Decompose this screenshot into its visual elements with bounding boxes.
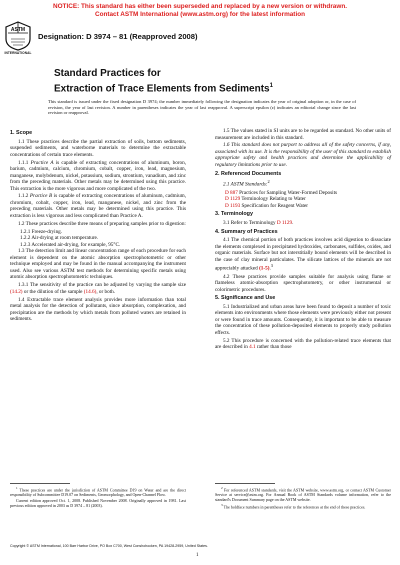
document-title — [54, 68, 384, 95]
notice-line-1: NOTICE: This standard has either been superseded and replaced by a new version or withdrawn. — [52, 3, 348, 10]
ref-link-14-6[interactable]: (14.6) — [83, 288, 97, 295]
section-5-heading: 5. Significance and Use — [215, 295, 276, 302]
paragraph-1-1: 1.1 These practices describe the partial extraction of soils, bottom sediments, suspended sediments, and waterborne materials to determine the extractable concentrations of certain trace elements. — [10, 138, 186, 158]
ref-link-1-5[interactable]: (1-5) — [259, 265, 270, 272]
title-footnote-mark: 1 — [269, 83, 273, 89]
list-item-1-2-1: 1.2.1 Freeze-drying. — [20, 228, 63, 235]
paragraph-1-1-1: 1.1.1 Practice A is capable of extracting concentrations of aluminum, boron, barium, cadmium, calcium, chromium, cobalt, copper, iron, lead, magnesium, manganese, molybdenum, nickel, potassium, sodium, strontium, vanadium, and zinc from the preceding materials. Other metals may be determined using this practice. This extraction is the more vigorous and more complicated of the two. — [10, 159, 186, 192]
ref-link-d887[interactable]: D 887 — [225, 189, 238, 196]
footnote-3: $^3$ The boldface numbers in parentheses refer to the references at the end of these practices. — [221, 503, 366, 510]
section-3-heading: 3. Terminology — [215, 211, 253, 218]
withdrawal-notice — [0, 3, 400, 18]
paragraph-4-2: 4.2 These practices provide samples suitable for analysis using flame or flameless atomic-absorption spectrophotometry, or other instrumental or colorimetric procedures. — [215, 273, 391, 293]
paragraph-1-2: 1.2 These practices describe three means of preparing samples prior to digestion: — [18, 220, 186, 227]
ref-link-14-2[interactable]: (14.2) — [10, 288, 23, 295]
left-column — [10, 128, 186, 324]
issuance-note: This standard is issued under the fixed designation D 3974; the number immediately following the designation indicates the year of original adoption or, in the case of revision, the year of last revision. A number in parentheses indicates the year of last reapproval. A superscript epsilon (ε) indicates an editorial change since the last revision or reapproval. — [48, 99, 356, 116]
ref-link-terminology-d1129[interactable]: D 1129 — [276, 219, 293, 226]
right-column — [215, 128, 391, 352]
section-4-heading: 4. Summary of Practices — [215, 228, 278, 235]
footnotes-left — [10, 486, 186, 509]
paragraph-1-1-2: 1.1.2 Practice B is capable of extracting concentrations of aluminum, cadmium, chromium, cobalt, copper, iron, lead, manganese, nickel, and zinc from the preceding materials. Other metals may be determined using this practice. This extraction is less vigorous and less complicated than Practice A. — [10, 193, 186, 219]
ref-link-d1193[interactable]: D 1193 — [225, 202, 241, 209]
notice-line-2: Contact ASTM International (www.astm.org) for the latest information — [94, 10, 306, 18]
paragraph-4-1: 4.1 The chemical portion of both practices involves acid digestion to dissociate the elements complexed in precipitated hydroxides, carbonates, sulfides, oxides, and organic materials. Surface but not interstitially bound elements will be described in the case of clay mineral particulates. The silicate lattices of the minerals are not appreciably attacked (1-5).$^3$ — [215, 237, 391, 272]
referenced-standard-d1193: D 1193 Specification for Reagent Water — [225, 202, 308, 209]
paragraph-1-4: 1.4 Extractable trace element analysis provides more information than total metal analysis for the detection of pollutants, since absorption, complexation, and precipitation are the methods by which metals from polluted waters are retained in sediments. — [10, 296, 186, 323]
paragraph-5-1: 5.1 Industrialized and urban areas have been found to deposit a number of toxic elements into environments where those elements were previously either not present or were found in trace amounts. Consequently, it is important to be able to measure the concentration of these pollution-deposited elements to properly study pollution effects. — [215, 303, 391, 336]
ref-link-4-1[interactable]: 4.1 — [249, 344, 256, 351]
paragraph-2-1: 2.1 ASTM Standards:$^2$ — [223, 179, 270, 188]
paragraph-1-5: 1.5 The values stated in SI units are to be regarded as standard. No other units of measurement are included in this standard. — [215, 128, 391, 141]
title-line-2: Extraction of Trace Elements from Sediments$^1$ — [54, 83, 273, 95]
logo-label: INTERNATIONAL — [4, 51, 32, 55]
paragraph-1-3-1: 1.3.1 The sensitivity of the practice can be adjusted by varying the sample size (14.2) or the dilution of the sample (14.6), or both. — [10, 282, 186, 295]
footnote-2: $^2$ For referenced ASTM standards, visit the ASTM website, www.astm.org, or contact ASTM Customer Service at service@astm.org. For Annual Book of ASTM Standards volume information, refer to the standard's Document Summary page on the ASTM website. — [215, 486, 391, 503]
ref-link-d1129[interactable]: D 1129 — [225, 196, 241, 203]
footnote-divider-right — [215, 483, 275, 484]
section-2-heading: 2. Referenced Documents — [215, 170, 282, 177]
title-line-1: Standard Practices for — [54, 68, 161, 79]
svg-text:ASTM: ASTM — [10, 27, 26, 33]
paragraph-1-6: 1.6 This standard does not purport to address all of the safety concerns, if any, associated with its use. It is the responsibility of the user of this standard to establish appropriate safety and health practices and determine the applicability of regulatory limitations prior to use. — [215, 142, 391, 168]
paragraph-5-2: 5.2 This procedure is concerned with the pollution-related trace elements that are described in 4.1 rather than those — [215, 337, 391, 351]
astm-logo-icon — [5, 21, 31, 51]
footnotes-right — [215, 486, 391, 511]
footnote-1: $^1$ These practices are under the jurisdiction of ASTM Committee D19 on Water and are the direct responsibility of Subcommittee D19.07 on Sediments, Geomorphology, and Open-Channel Flow. — [10, 486, 186, 498]
section-1-heading: 1. Scope — [10, 130, 33, 137]
footnote-1-edition: Current edition approved Oct. 1, 2008. Published November 2008. Originally approved in 1981. Last previous edition approved in 2003 as D 3974 – 81 (2003). — [10, 498, 186, 509]
footnote-divider-left — [10, 483, 70, 484]
paragraph-1-3: 1.3 The detection limit and linear concentration range of each procedure for each element is dependent on the atomic absorption spectrophotometric or other technique employed and may be found in the manual accompanying the instrument used. Also see various ASTM test methods for determining specific metals using atomic absorption spectrophotometric techniques. — [10, 248, 186, 281]
referenced-standard-d1129: D 1129 Terminology Relating to Water — [225, 196, 306, 203]
copyright-line: Copyright © ASTM International, 100 Barr Harbor Drive, PO Box C700, West Conshohocken, PA 19428-2959, United States. — [10, 544, 208, 548]
list-item-1-2-3: 1.2.3 Accelerated air-drying, for example, 95°C. — [20, 241, 121, 248]
designation: Designation: D 3974 – 81 (Reapproved 2008) — [38, 32, 198, 41]
page-number: 1 — [196, 553, 199, 558]
list-item-1-2-2: 1.2.2 Air-drying at room temperature. — [20, 235, 99, 242]
paragraph-3-1: 3.1 Refer to Terminology D 1129. — [223, 219, 294, 226]
referenced-standard-d887: D 887 Practices for Sampling Water-Formed Deposits — [225, 189, 338, 196]
